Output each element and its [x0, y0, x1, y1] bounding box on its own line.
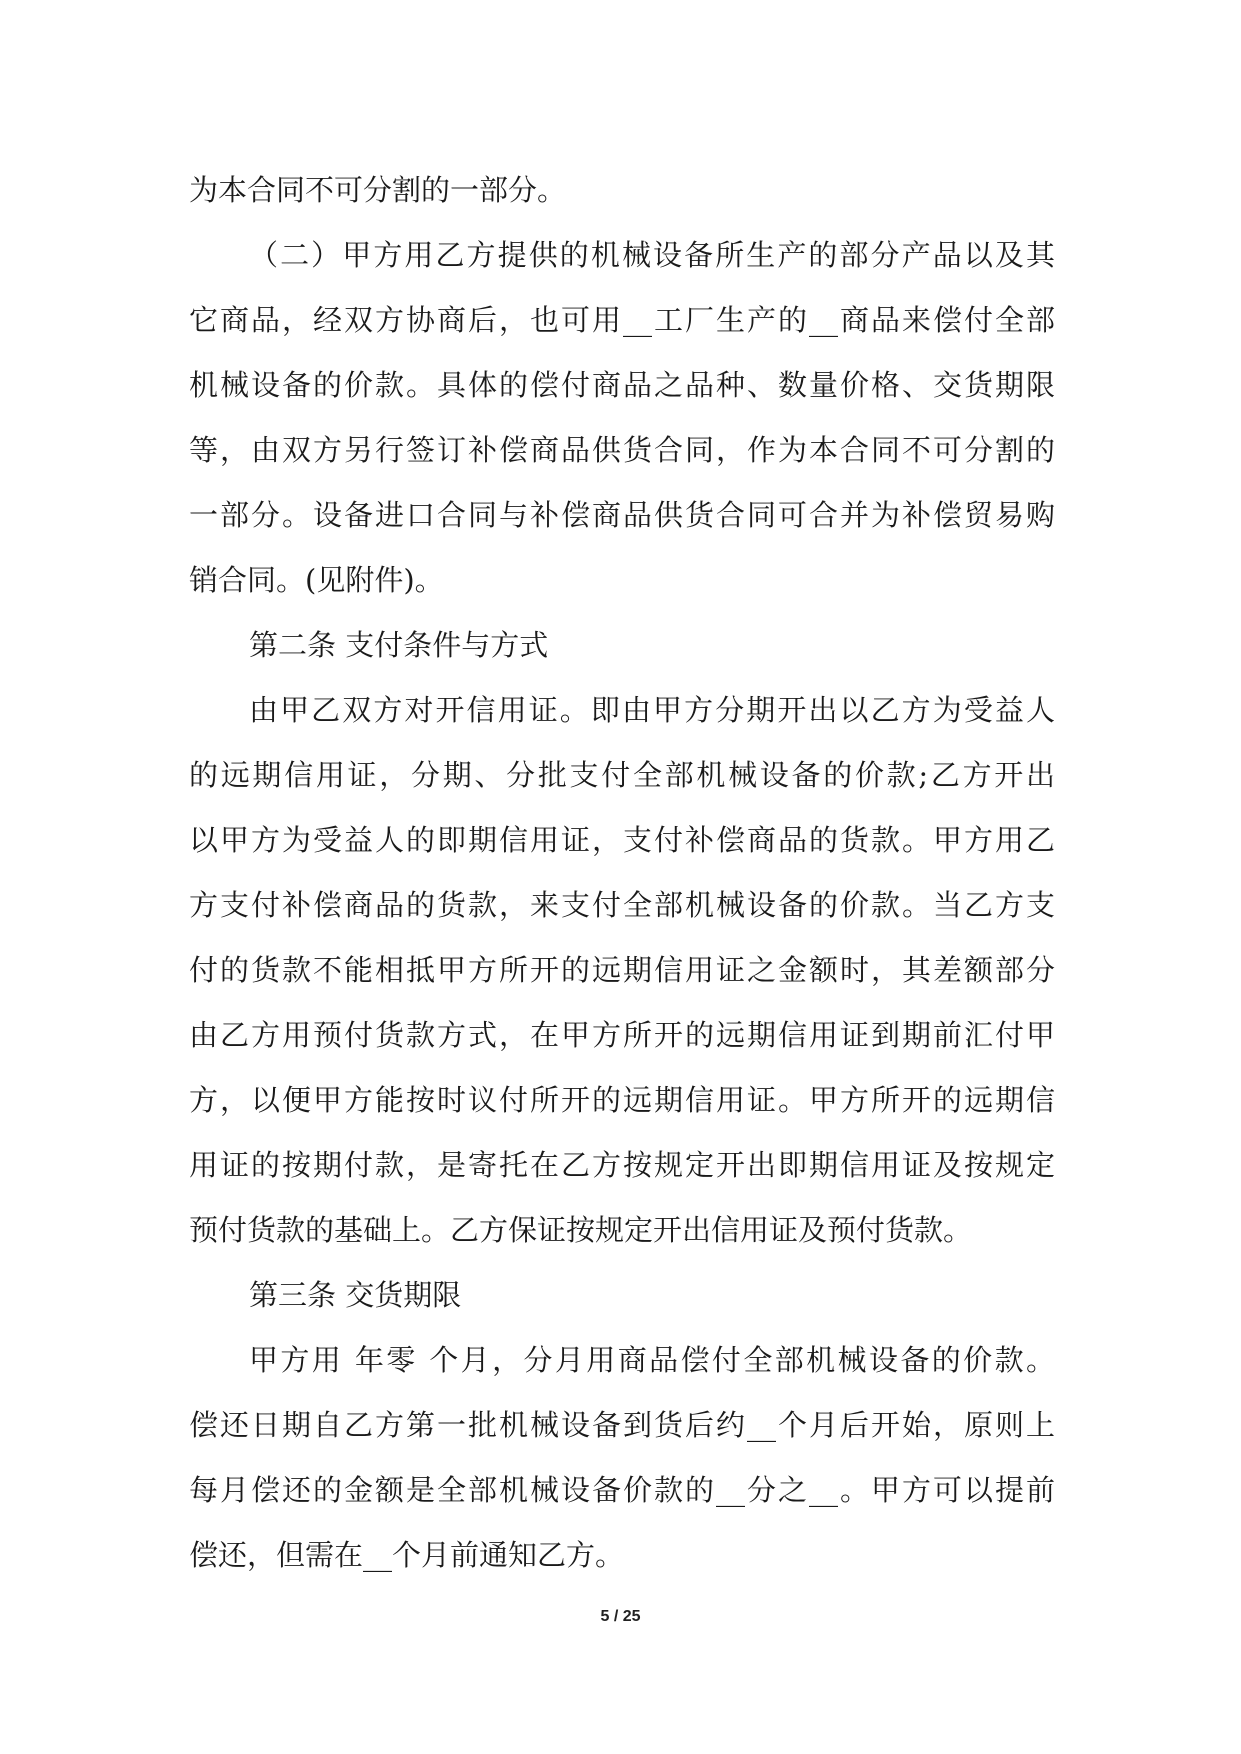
article-heading-3: 第三条 交货期限 [249, 1278, 462, 1312]
page-number: 5 / 25 [600, 1608, 641, 1625]
paragraph-line: （二）甲方用乙方提供的机械设备所生产的部分产品以及其 [249, 238, 1055, 272]
paragraph-line: 预付货款的基础上。乙方保证按规定开出信用证及预付货款。 [189, 1213, 973, 1247]
paragraph-line: 销合同。(见附件)。 [189, 563, 444, 597]
paragraph-line: 每月偿还的金额是全部机械设备价款的__分之__。甲方可以提前 [189, 1473, 1055, 1507]
paragraph-line: 为本合同不可分割的一部分。 [189, 173, 567, 207]
paragraph-line: 由乙方用预付货款方式，在甲方所开的远期信用证到期前汇付甲 [189, 1018, 1055, 1052]
paragraph-line: 由甲乙双方对开信用证。即由甲方分期开出以乙方为受益人 [249, 693, 1055, 727]
paragraph-line: 机械设备的价款。具体的偿付商品之品种、数量价格、交货期限 [189, 368, 1055, 402]
paragraph-line: 付的货款不能相抵甲方所开的远期信用证之金额时，其差额部分 [189, 953, 1055, 987]
paragraph-line: 它商品，经双方协商后，也可用__工厂生产的__商品来偿付全部 [189, 303, 1055, 337]
article-heading-2: 第二条 支付条件与方式 [249, 628, 549, 662]
paragraph-line: 的远期信用证，分期、分批支付全部机械设备的价款;乙方开出 [189, 758, 1055, 792]
paragraph-line: 甲方用 年零 个月，分月用商品偿付全部机械设备的价款。 [249, 1343, 1055, 1377]
paragraph-line: 一部分。设备进口合同与补偿商品供货合同可合并为补偿贸易购 [189, 498, 1055, 532]
paragraph-line: 方，以便甲方能按时议付所开的远期信用证。甲方所开的远期信 [189, 1083, 1055, 1117]
paragraph-line: 以甲方为受益人的即期信用证，支付补偿商品的货款。甲方用乙 [189, 823, 1055, 857]
paragraph-line: 方支付补偿商品的货款，来支付全部机械设备的价款。当乙方支 [189, 888, 1055, 922]
paragraph-line: 偿还，但需在__个月前通知乙方。 [189, 1538, 625, 1572]
paragraph-line: 偿还日期自乙方第一批机械设备到货后约__个月后开始，原则上 [189, 1408, 1055, 1442]
paragraph-line: 用证的按期付款，是寄托在乙方按规定开出即期信用证及按规定 [189, 1148, 1055, 1182]
document-body [189, 158, 1055, 1588]
paragraph-line: 等，由双方另行签订补偿商品供货合同，作为本合同不可分割的 [189, 433, 1055, 467]
